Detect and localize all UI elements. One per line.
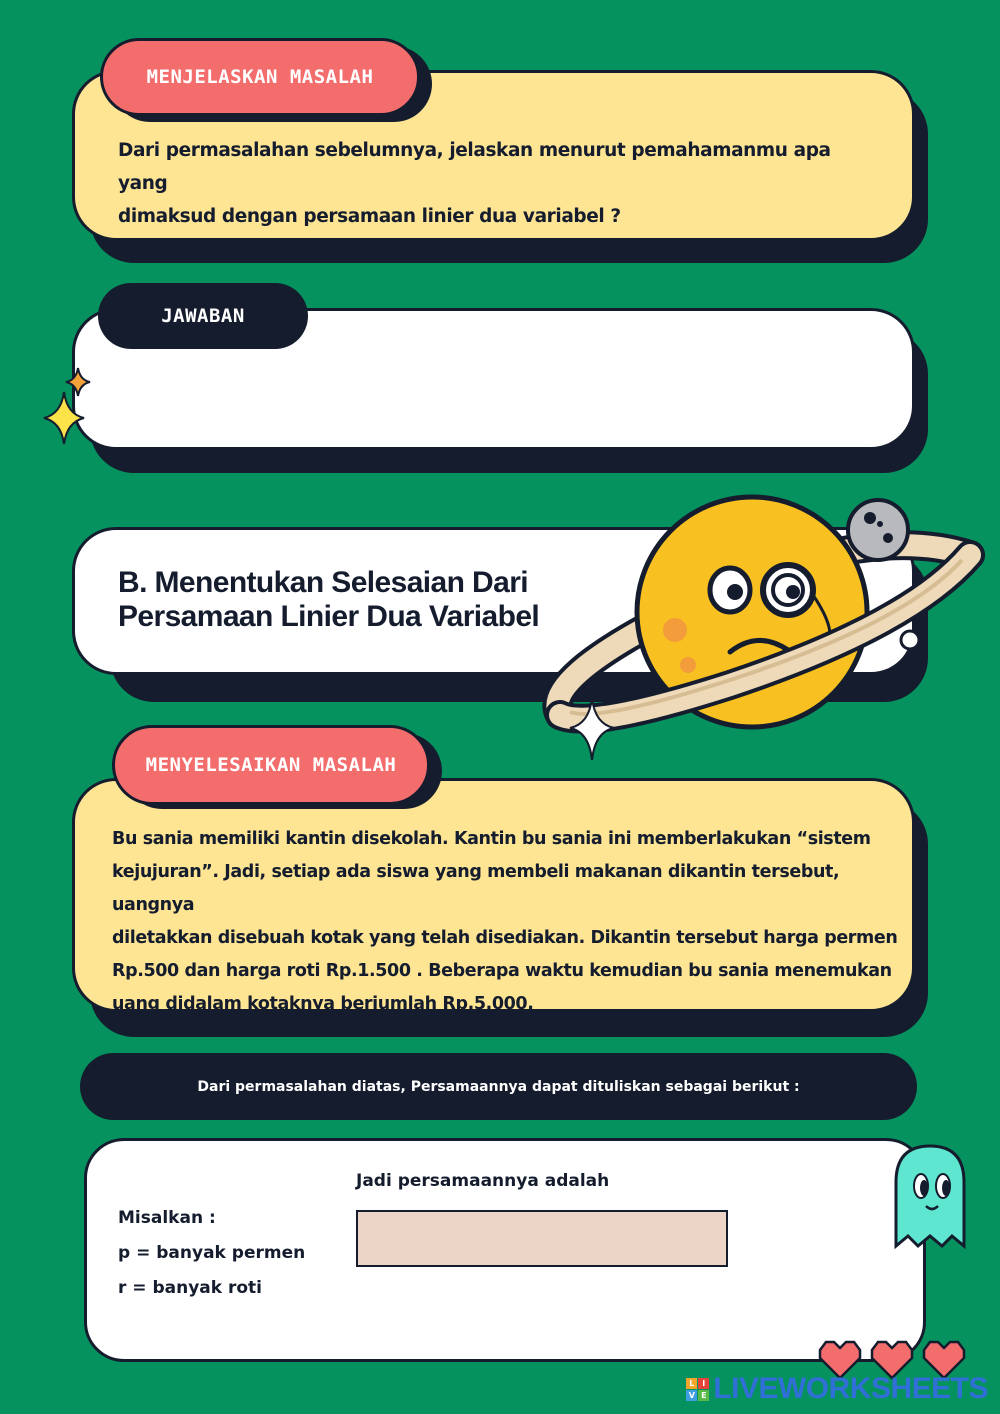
equation-input[interactable] [356, 1210, 728, 1267]
variable-p: p = banyak permen [118, 1243, 306, 1263]
solve-problem-line: Rp.500 dan harga roti Rp.1.500 . Beberapa waktu kemudian bu sania menemukan [112, 961, 892, 981]
section-b-title-line: Persamaan Linier Dua Variabel [118, 600, 540, 633]
solve-problem-line: Bu sania memiliki kantin disekolah. Kantin bu sania ini memberlakukan “sistem [112, 829, 871, 849]
sparkle-icon [42, 362, 102, 452]
solve-section-label: MENYELESAIKAN MASALAH [112, 725, 430, 805]
answer-label: JAWABAN [98, 283, 308, 349]
variables-heading: Misalkan : [118, 1208, 216, 1228]
equation-label: Jadi persamaannya adalah [356, 1171, 610, 1191]
ghost-icon [890, 1142, 970, 1252]
liveworksheets-logo [686, 1372, 988, 1406]
section-b-title [118, 566, 539, 634]
logo-letter: L [686, 1378, 697, 1389]
explain-section-label: MENJELASKAN MASALAH [100, 38, 420, 116]
instruction-banner: Dari permasalahan diatas, Persamaannya dapat dituliskan sebagai berikut : [80, 1053, 917, 1120]
solve-problem-line: diletakkan disebuah kotak yang telah disediakan. Dikantin tersebut harga permen [112, 928, 898, 948]
explain-question [118, 134, 878, 233]
solve-problem-line: uang didalam kotaknya berjumlah Rp.5.000. [112, 994, 534, 1014]
solve-problem-text [112, 823, 902, 1021]
solve-problem-line: kejujuran”. Jadi, setiap ada siswa yang membeli makanan dikantin tersebut, uangnya [112, 862, 840, 915]
variables-list [118, 1201, 305, 1306]
logo-letter: V [686, 1390, 697, 1401]
planet-illustration-icon [530, 480, 1000, 770]
liveworksheets-logo-mark [686, 1378, 709, 1401]
explain-question-line: Dari permasalahan sebelumnya, jelaskan menurut pemahamanmu apa yang [118, 140, 831, 194]
variable-r: r = banyak roti [118, 1278, 263, 1298]
explain-question-line: dimaksud dengan persamaan linier dua variabel ? [118, 206, 621, 227]
logo-letter: I [698, 1378, 709, 1389]
logo-letter: E [698, 1390, 709, 1401]
section-b-title-line: B. Menentukan Selesaian Dari [118, 566, 529, 599]
liveworksheets-wordmark: LIVEWORKSHEETS [713, 1372, 988, 1405]
answer-input[interactable] [110, 358, 890, 438]
